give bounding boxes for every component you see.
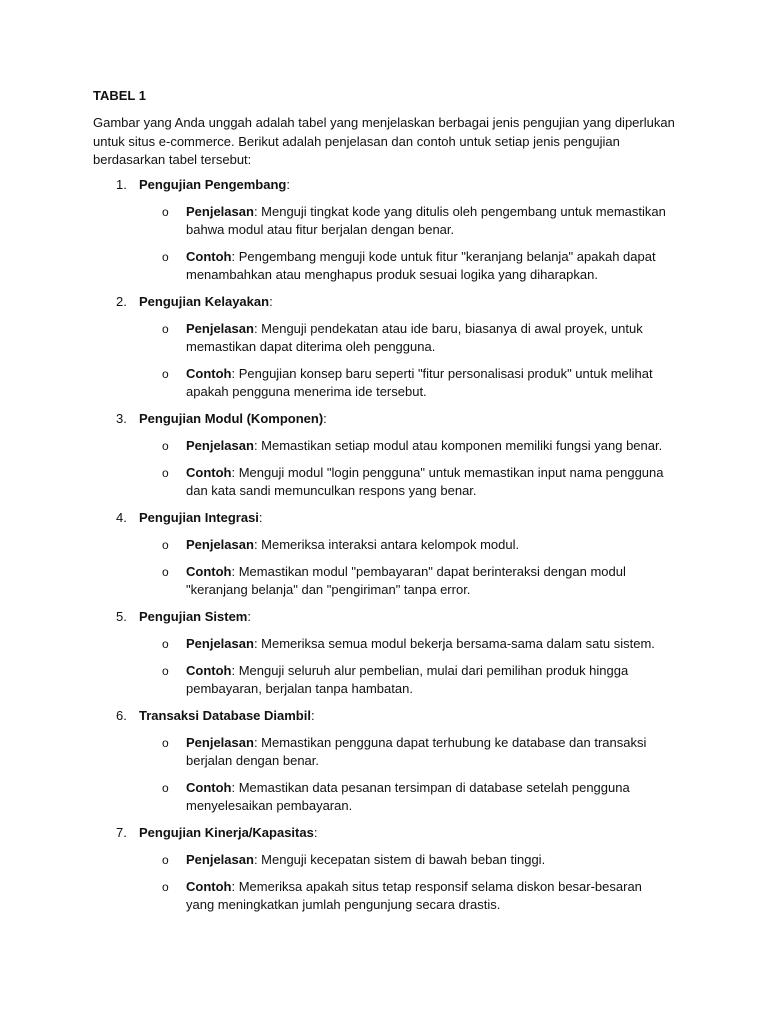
sub-item-label: Penjelasan (186, 204, 254, 219)
sub-item-label: Contoh (186, 465, 232, 480)
sub-item-body: : Memastikan pengguna dapat terhubung ke database dan transaksi berjalan dengan benar. (186, 735, 647, 768)
sub-item-text (186, 464, 672, 500)
list-item (0, 824, 768, 914)
list-item-title-bold: Pengujian Sistem (139, 609, 248, 624)
sub-item-body: : Menguji pendekatan atau ide baru, biasanya di awal proyek, untuk memastikan dapat diterima oleh pengguna. (186, 321, 643, 354)
bullet-marker: o (162, 439, 169, 453)
bullet-marker: o (162, 781, 169, 795)
list-item-title-bold: Transaksi Database Diambil (139, 708, 311, 723)
sub-item-body: : Memeriksa semua modul bekerja bersama-sama dalam satu sistem. (253, 636, 655, 651)
list-item-title (139, 707, 315, 725)
sub-item-body: : Memastikan setiap modul atau komponen memiliki fungsi yang benar. (253, 438, 663, 453)
list-item-heading (0, 608, 768, 626)
sub-item (0, 464, 768, 500)
sub-item-label: Contoh (186, 249, 232, 264)
sub-item-text (186, 779, 672, 815)
bullet-marker: o (162, 736, 169, 750)
list-item-title-suffix: : (323, 411, 327, 426)
bullet-marker: o (162, 853, 169, 867)
list-item-title (139, 509, 263, 527)
sub-item-text (186, 536, 672, 554)
list-item-heading (0, 293, 768, 311)
sub-item-label: Contoh (186, 663, 232, 678)
sub-list (0, 734, 768, 815)
list-item-heading (0, 176, 768, 194)
sub-list (0, 320, 768, 401)
list-item-title (139, 824, 317, 842)
sub-item-text (186, 563, 672, 599)
testing-types-list (0, 176, 768, 923)
sub-item-body: : Memeriksa interaksi antara kelompok modul. (253, 537, 520, 552)
sub-item-text (186, 365, 672, 401)
sub-list (0, 635, 768, 698)
sub-item-label: Penjelasan (186, 537, 254, 552)
bullet-marker: o (162, 205, 169, 219)
list-item (0, 176, 768, 284)
sub-item (0, 365, 768, 401)
list-item-title (139, 608, 251, 626)
sub-item (0, 320, 768, 356)
list-item-title (139, 410, 327, 428)
sub-item-label: Contoh (186, 780, 232, 795)
sub-item-text (186, 662, 672, 698)
list-item-number: 6. (116, 708, 127, 723)
list-item-number: 7. (116, 825, 127, 840)
sub-item-body: : Menguji tingkat kode yang ditulis oleh pengembang untuk memastikan bahwa modul atau fitur berjalan dengan benar. (186, 204, 666, 237)
sub-item-label: Penjelasan (186, 852, 254, 867)
list-item-title-suffix: : (247, 609, 251, 624)
intro-paragraph: Gambar yang Anda unggah adalah tabel yang menjelaskan berbagai jenis pengujian yang diperlukan untuk situs e-commerce. Berikut adalah penjelasan dan contoh untuk setiap jenis pengujian berdasarkan tabel tersebut: (93, 115, 675, 167)
list-item-heading (0, 707, 768, 725)
list-item-title (139, 293, 273, 311)
sub-item-label: Penjelasan (186, 438, 254, 453)
list-item-number: 4. (116, 510, 127, 525)
bullet-marker: o (162, 880, 169, 894)
sub-list (0, 536, 768, 599)
sub-item (0, 635, 768, 653)
list-item-title-bold: Pengujian Modul (Komponen) (139, 411, 324, 426)
sub-item (0, 662, 768, 698)
sub-item-text (186, 878, 672, 914)
sub-item-label: Contoh (186, 366, 232, 381)
sub-list (0, 203, 768, 284)
sub-item-text (186, 734, 672, 770)
sub-item-text (186, 248, 672, 284)
sub-item (0, 734, 768, 770)
sub-item-body: : Pengujian konsep baru seperti "fitur personalisasi produk" untuk melihat apakah pengguna menerima ide tersebut. (186, 366, 653, 399)
sub-item (0, 248, 768, 284)
list-item-heading (0, 824, 768, 842)
list-item-title-bold: Pengujian Integrasi (139, 510, 259, 525)
list-item-title-suffix: : (269, 294, 273, 309)
list-item-title-suffix: : (286, 177, 290, 192)
list-item (0, 293, 768, 401)
list-item-heading (0, 509, 768, 527)
list-item (0, 509, 768, 599)
document-title: TABEL 1 (93, 88, 146, 103)
sub-item-text (186, 320, 672, 356)
list-item-title-suffix: : (310, 708, 315, 723)
sub-item (0, 779, 768, 815)
bullet-marker: o (162, 538, 169, 552)
sub-item-label: Penjelasan (186, 321, 254, 336)
list-item-title (139, 176, 290, 194)
sub-item-label: Penjelasan (186, 735, 254, 750)
sub-item-body: : Memastikan data pesanan tersimpan di database setelah pengguna menyelesaikan pembayaran. (186, 780, 630, 813)
sub-list (0, 851, 768, 914)
sub-item (0, 878, 768, 914)
sub-list (0, 437, 768, 500)
bullet-marker: o (162, 664, 169, 678)
sub-item-body: : Menguji modul "login pengguna" untuk memastikan input nama pengguna dan kata sandi memunculkan respons yang benar. (186, 465, 664, 498)
bullet-marker: o (162, 250, 169, 264)
list-item-number: 5. (116, 609, 127, 624)
bullet-marker: o (162, 637, 169, 651)
bullet-marker: o (162, 322, 169, 336)
list-item-title-suffix: : (258, 510, 263, 525)
list-item (0, 608, 768, 698)
list-item-title-bold: Pengujian Kinerja/Kapasitas (139, 825, 314, 840)
list-item-number: 1. (116, 177, 127, 192)
sub-item-label: Contoh (186, 879, 232, 894)
list-item-title-suffix: : (313, 825, 318, 840)
sub-item-text (186, 635, 672, 653)
list-item-title-bold: Pengujian Pengembang (139, 177, 287, 192)
sub-item-body: : Menguji kecepatan sistem di bawah beban tinggi. (253, 852, 546, 867)
sub-item-label: Penjelasan (186, 636, 254, 651)
sub-item (0, 563, 768, 599)
bullet-marker: o (162, 466, 169, 480)
sub-item (0, 851, 768, 869)
list-item-heading (0, 410, 768, 428)
sub-item-body: : Memastikan modul "pembayaran" dapat berinteraksi dengan modul "keranjang belanja" dan "pengiriman" tanpa error. (186, 564, 626, 597)
list-item-number: 2. (116, 294, 127, 309)
sub-item-text (186, 437, 672, 455)
sub-item-body: : Menguji seluruh alur pembelian, mulai dari pemilihan produk hingga pembayaran, berjalan tanpa hambatan. (186, 663, 629, 696)
sub-item (0, 536, 768, 554)
list-item-number: 3. (116, 411, 127, 426)
bullet-marker: o (162, 565, 169, 579)
list-item (0, 707, 768, 815)
sub-item-label: Contoh (186, 564, 232, 579)
sub-item (0, 437, 768, 455)
sub-item-text (186, 851, 672, 869)
bullet-marker: o (162, 367, 169, 381)
list-item-title-bold: Pengujian Kelayakan (139, 294, 270, 309)
list-item (0, 410, 768, 500)
sub-item-body: : Memeriksa apakah situs tetap responsif selama diskon besar-besaran yang meningkatkan jumlah pengunjung secara drastis. (186, 879, 642, 912)
sub-item-text (186, 203, 672, 239)
sub-item-body: : Pengembang menguji kode untuk fitur "keranjang belanja" apakah dapat menambahkan atau menghapus produk sesuai logika yang diharapkan. (186, 249, 656, 282)
sub-item (0, 203, 768, 239)
